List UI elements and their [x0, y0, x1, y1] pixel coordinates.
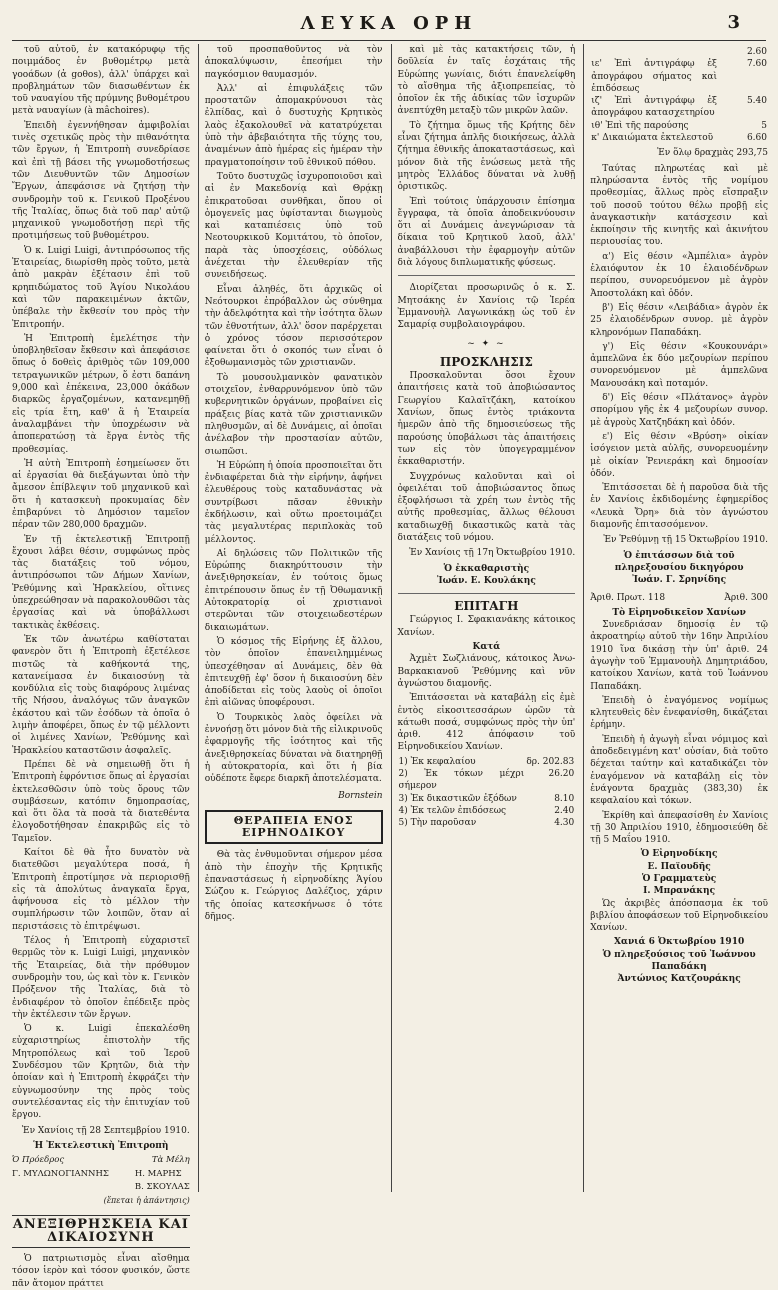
amount-label: 2) Ἐκ τόκων μέχρι σήμερον: [398, 769, 525, 792]
court-paragraph: Ἐπειδὴ ὁ ἐναγόμενος νομίμως κλητευθεὶς δὲν ἐνεφανίσθη, δικάζεται ἐρήμην.: [590, 695, 768, 731]
column-4: [583, 44, 768, 1192]
sig-right-name-2: Β. ΣΚΟΥΛΑΣ: [134, 1181, 190, 1192]
fee-label: ιε' Ἐπὶ ἀντιγράφῳ ἐξ ἀπογράφου σήματος καὶ ἐπιδόσεως: [591, 59, 717, 94]
record-protocol: Ἀριθ. Πρωτ. 118: [590, 593, 666, 604]
notice-paragraph: Γεώργιος Ι. Σφακιανάκης κάτοικος Χανίων.: [397, 615, 576, 638]
article-paragraph: τοῦ αὐτοῦ, ἐν κατακόρυφῳ τῆς ποιμμάδος ἐν βυθομέτρῳ μετὰ γοοάδων (ἀ gοθοs), ἀλλ' ὑπάρχει καὶ προβλημάτων τῶν διασωθέντων ἐκ τοῦ ναυαγίου τῆς πρύμνης βυθομέτρου μετὰ ναυαγίων (à mâchoires).: [12, 45, 190, 117]
article-paragraph: Ἡ Εὐρώπη ἡ ὁποία προσποιεῖται ὅτι ἐνδιαφέρεται διὰ τὴν εἰρήνην, ἀφήνει ἐλευθέρους τοὺς καταδυνάστας νὰ συντρίβωσι πᾶσαν ἐθνικὴν ἐκδήλωσιν, καὶ οὕτω προετοιμάζει τὰς μεγαλυτέρας περιπλοκὰς τοῦ μέλλοντος.: [204, 460, 383, 545]
article-paragraph: Ὁ πατριωτισμὸς εἶναι αἴσθημα τόσον ἱερὸν καὶ τόσον φυσικόν, ὥστε πᾶν ἄτομον πράττει: [12, 1253, 190, 1289]
amount-value: δρ. 202.83: [526, 756, 575, 767]
column-1: [12, 44, 190, 1289]
fee-value: 7.60: [746, 59, 767, 70]
sig-left-role: Ὁ Πρόεδρος: [12, 1155, 65, 1166]
page-number: 3: [727, 12, 740, 33]
article-paragraph: Ὁ κόσμος τῆς Εἰρήνης ἐξ ἄλλου, τὸν ὁποῖον ἐπανειλημμένως ὑπεσχέθησαν αἱ Δυνάμεις, δὲν θὰ ἐπιτευχθῇ ἐφ' ὅσον ἡ δικαιοσύνη δὲν ἀποδίδεται εἰς τοὺς λαοὺς οἱ ὁποῖοι ἐπὶ αἰῶνας ὑποφέρουσι.: [204, 636, 383, 709]
judge-name: Ε. Παϊουδῆς: [647, 861, 711, 872]
fees-table: [590, 46, 768, 144]
signature-names: [12, 1168, 190, 1193]
judge-role: Ὁ Εἰρηνοδίκης: [640, 849, 718, 860]
court-date: Χανιά 6 Ὀκτωβρίου 1910: [614, 937, 745, 948]
amount-row: [398, 756, 576, 768]
fee-label: [590, 46, 718, 58]
amount-row: [398, 805, 576, 817]
amount-row: [398, 793, 576, 805]
article-paragraph: Ὁ Τουρκικὸς λαὸς ὀφείλει νὰ ἐννοήσῃ ὅτι μόνον διὰ τῆς εἰλικρινοῦς ἐφαρμογῆς τῆς ἰσότητος καὶ τῆς ἀνεξιθρησκείας δύναται νὰ διατηρηθῇ ἡ αὐτοκρατορία, καὶ ὅτι ἡ βία οὐδέποτε ἔφερε διαρκῆ ἀποτελέσματα.: [204, 712, 383, 785]
court-paragraph: Ἐπειδὴ ἡ ἀγωγὴ εἶναι νόμιμος καὶ ἀποδεδειγμένη κατ' οὐσίαν, διὰ τοῦτο δέχεται ταύτην καὶ καταδικάζει τὸν ἐναγόμενον νὰ καταβάλῃ εἰς τὸν ἐνάγοντα δραχμὰς (383,30) ἐκ κεφαλαίου καὶ τόκων.: [590, 734, 768, 807]
amount-value: 8.10: [554, 793, 575, 804]
amount-value: 26.20: [548, 769, 575, 780]
article-paragraph: Αἱ δηλώσεις τῶν Πολιτικῶν τῆς Εὐρώπης διακηρύττουσιν τὴν ἀνεξιθρησκείαν, ἐν τούτοις ὅμως ἐπιτρέπουσιν ὅπως ἐν τῇ Ὀθωμανικῇ Αὐτοκρατορίᾳ οἱ χριστιανοὶ στερῶνται τῶν στοιχειωδεστέρων δικαιωμάτων.: [204, 548, 383, 633]
article-paragraph: Τέλος ἡ Ἐπιτροπὴ εὐχαριστεῖ θερμῶς τὸν κ. Luigi Luigi, μηχανικὸν τῆς Ἐταιρείας, διὰ τὴν πρόθυμον συνδρομὴν του, ὡς καὶ τὸν κ. Γενικὸν Πρόξενον τῆς Ἰταλίας, διὰ τὸ ἐνδιαφέρον τὸ ὁποῖον ἐπέδειξε πρὸς τὴν ἐκτέλεσιν τῶν ἔργων.: [12, 936, 190, 1020]
amount-value: 4.30: [554, 818, 575, 829]
article-paragraph: Ὁ κ. Luigi ἐπεκαλέσθη εὐχαριστηρίως ἐπιστολὴν τῆς Μητροπόλεως καὶ τοῦ Ἱεροῦ Συνδέσμου τῶν Κρητῶν, διὰ τὴν ὁποίαν καὶ ἡ Ἐπιτροπὴ ἐκφράζει τὴν εὐγνωμοσύνην της πρὸς τοὺς συντελέσαντας εἰς τὴν ἐπιτυχίαν τοῦ ἔργου.: [12, 1024, 190, 1121]
fee-row: [590, 132, 768, 144]
article-paragraph: Πρέπει δὲ νὰ σημειωθῇ ὅτι ἡ Ἐπιτροπὴ ἐφρόντισε ὅπως αἱ ἐργασίαι ἐκτελεσθῶσιν ὑπὸ τοὺς ὅρους τῶν συμβάσεων, κατόπιν δημοπρασίας, καὶ ὅτι ὅλα τὰ ποσὰ τὰ διατεθέντα ἐλογοδοτήθησαν ἐπακριβῶς εἰς τὸ Ταμεῖον.: [12, 759, 190, 844]
record-number: Ἀριθ. 300: [724, 593, 768, 604]
fee-value: 5: [761, 120, 767, 131]
continued-note: (ἕπεται ἡ ἀπάντησις): [103, 1196, 190, 1206]
attorney-role: Ὁ πληρεξούσιος τοῦ Ἰωάννου Παπαδάκη: [602, 949, 756, 973]
notice-paragraph: Ἀχμὲτ Σωζλιάνους, κάτοικος Ἀνω-Βαρκακιανοῦ Ῥεθύμνης καὶ νῦν ἀγνώστου διαμονῆς.: [397, 654, 576, 689]
article-paragraph: τοῦ προσπαθοῦντος νὰ τὸν ἀποκαλύψωσιν, ἐπεσήμει τὴν παγκόσμιον θαυμασμόν.: [204, 45, 383, 80]
notice-paragraph: δ') Εἰς θέσιν «Πλάτανος» ἀγρὸν σπορίμου γῆς ἐκ 4 μεζουρίων συνορ. μὲ ἀγροὺς Χατζηδάκη καὶ ὁδόν.: [590, 393, 768, 428]
amount-label: 1) Ἐκ κεφαλαίου: [398, 756, 476, 767]
signature-roles: [12, 1154, 190, 1166]
ornament-divider: ~ ✦ ~: [467, 338, 506, 349]
article-paragraph: Τοῦτο δυστυχῶς ἰσχυροποιοῦσι καὶ αἱ ἐν Μακεδονίᾳ καὶ Θρᾴκῃ ἐπικρατοῦσαι συνθῆκαι, ὅπου οἱ ὁμογενεῖς μας ὑφίστανται διωγμοὺς καὶ καταπιέσεις ὑπὸ τοῦ Νεοτουρκικοῦ Κομιτάτου, τὸ ὁποῖον, παρὰ τὰς ὑποσχέσεις, οὐδόλως ἀνέχεται τὴν ἐλευθερίαν τῆς συνειδήσεως.: [204, 171, 383, 281]
sig-right-names: [135, 1168, 190, 1193]
fee-value: 6.60: [746, 133, 767, 144]
fee-value: 5.40: [746, 96, 767, 107]
court-paragraph: Ὡς ἀκριβὲς ἀπόσπασμα ἐκ τοῦ βιβλίου ἀποφάσεων τοῦ Εἰρηνοδικείου Χανίων.: [590, 898, 768, 934]
notice-sign-name: Ἰωάν. Γ. Σρηνίδης: [632, 575, 727, 586]
sig-right-role: Τὰ Μέλη: [151, 1155, 190, 1166]
amount-value: 2.40: [554, 805, 575, 816]
section-title: ΑΝΕΞΙΘΡΗΣΚΕΙΑ ΚΑΙ ΔΙΚΑΙΟΣΥΝΗ: [12, 1215, 190, 1248]
section-title: ΕΠΙΤΑΓΗ: [454, 599, 519, 614]
amount-row: [398, 817, 576, 829]
fee-row: [590, 120, 768, 132]
article-paragraph: Ἀλλ' αἱ ἐπιφυλάξεις τῶν προστατῶν ἀπομακρύνουσι τὰς ἐλπίδας, καὶ ὁ δυστυχὴς Κρητικὸς λαὸς ἐξακολουθεῖ νὰ κατατρύχεται ὑπὸ τὴν ἀβεβαιότητα τῆς τύχης του, ἀναμένων ἀπὸ ἡμέρας εἰς ἡμέραν τὴν πραγματοποίησιν τοῦ ἐθνικοῦ πόθου.: [204, 83, 383, 168]
section-title: ΠΡΟΣΚΛΗΣΙΣ: [439, 354, 533, 369]
article-paragraph: Εἶναι ἀληθές, ὅτι ἀρχικῶς οἱ Νεότουρκοι ἐπρόβαλλον ὡς σύνθημα τὴν ἀδελφότητα καὶ τὴν ἰσότητα ὅλων τῶν ἐθνοτήτων, ἀλλ' ὅσον παρέρχεται ὁ χρόνος τόσον περισσότερον φαίνεται ὅτι ὁ σκοπός των εἶναι ὁ ἐξοθωμανισμὸς τῶν χριστιανῶν.: [204, 284, 383, 369]
divider: [398, 593, 576, 594]
article-paragraph: Ἐπειδὴ ἐγεννήθησαν ἀμφιβολίαι τινὲς σχετικῶς πρὸς τὴν πιθανότητα τῶν ἔργων, ἡ Ἐπιτροπὴ συνεδρίασε καὶ ἐπὶ τῇ βάσει τῆς γνωμοδοτήσεως τῶν Διευθυντῶν τῶν Δημοσίων Ἔργων, ἀπεφάσισε νὰ ζητήσῃ τὴν συνδρομὴν τοῦ κ. Γενικοῦ Προξένου τῆς Ἰταλίας, ὅπως διὰ τοῦ παρ' αὐτῷ μηχανικοῦ γνωμοδοτήσῃ περὶ τῆς προτιμήσεως τοῦ βυθομέτρου.: [12, 120, 190, 242]
article-paragraph: καὶ μὲ τὰς κατακτήσεις τῶν, ἡ δοῦλεία ἐν ταῖς ἐσχάταις τῆς Εὐρώπης γωνίαις, διότι ἐπανελείφθη τὸ αἴσθημα τῆς ἀξιοπρεπείας, τὸ ὁποῖον ἐκ τῆς ἀδικίας τῶν ἰσχυρῶν ἀνεπτύχθη μεταξὺ τῶν μικρῶν λαῶν.: [397, 45, 576, 117]
fee-value: 2.60: [746, 47, 767, 57]
notice-paragraph: Προσκαλοῦνται ὅσοι ἔχουν ἀπαιτήσεις κατὰ τοῦ ἀποβιώσαντος Γεωργίου Καλαϊτζάκη, κατοίκου Χανίων, ὅπως ἐντὸς τριάκοντα ἡμερῶν ἀπὸ τῆς δημοσιεύσεως τῆς παρούσης ὑποβάλωσι τὰς ἀπαιτήσεις των εἰς τὸν ὑπογεγραμμένον ἐκκαθαριστήν.: [397, 371, 576, 468]
attorney-name: Ἀντώνιος Κατζουράκης: [617, 974, 741, 985]
article-paragraph: Τὸ ζήτημα ὅμως τῆς Κρήτης δὲν εἶναι ζήτημα ἀπλῆς διοικήσεως, ἀλλὰ ζήτημα ἐθνικῆς ἀποκαταστάσεως, καὶ μόνον διὰ τῆς ἑνώσεως μετὰ τῆς μητρὸς Ἑλλάδος δύναται νὰ λυθῇ ὁριστικῶς.: [397, 120, 576, 193]
columns: [12, 44, 768, 1289]
sig-right-name-1: Η. ΜΑΡΗΣ: [134, 1169, 182, 1180]
article-author: Bornstein: [338, 790, 383, 801]
fee-row: [590, 58, 768, 95]
article-paragraph: Ἐν τῇ ἐκτελεστικῇ Ἐπιτροπῇ ἔχουσι λάβει θέσιν, συμφώνως πρὸς τὰς διατάξεις τοῦ νόμου, ἀντιπρόσωποι τῶν Δήμων Χανίων, Ῥεθύμνης καὶ Ἡρακλείου, οἵτινες ὑπεχρεώθησαν νὰ παρακολουθῶσι τὰς ἐργασίας καὶ νὰ ὑποβάλλωσι τακτικὰς ἐκθέσεις.: [12, 534, 190, 631]
article-paragraph: Ἡ αὐτὴ Ἐπιτροπὴ ἐσημείωσεν ὅτι αἱ ἐργασίαι θὰ διεξάγωνται ὑπὸ τὴν ἄμεσον ἐπίβλεψιν τοῦ μηχανικοῦ καὶ ὅτι ἡ κατασκευὴ προκυμαίας δὲν ἐπιβαρύνει τὸ Δημόσιον ταμεῖον πέραν τῶν 280,000 δραχμῶν.: [12, 458, 190, 531]
article-paragraph: Ἡ Ἐπιτροπὴ ἐμελέτησε τὴν ὑποβληθεῖσαν ἔκθεσιν καὶ ἀπεφάσισε ὅπως ὁ δοθεὶς ἀριθμὸς τῶν 109,000 τετραγωνικῶν μέτρων, ὅ ἐστι δαπάνη 9,000 καὶ ἐπέκεινα, 23,000 ὀκάδων διαρκῶς ἐργαζομένων, κατανεμηθῇ εἰς τρία ἔτη, καθ' ἃ ἡ Ἑταιρεία ἀναλαμβάνει τὴν ὑποχρέωσιν νὰ ἀποπερατώσῃ τὰ ἔργα ἐντὸς τῆς προθεσμίας.: [12, 333, 190, 455]
fee-row: [590, 95, 768, 120]
notice-sign-name: Ἰωάν. Ε. Κουλάκης: [436, 575, 536, 586]
fee-label: ιθ' Ἐπὶ τῆς παρούσης: [591, 120, 689, 131]
record-numbers: [590, 592, 768, 604]
court-paragraph: Συνεδριάσαν δημοσίᾳ ἐν τῷ ἀκροατηρίῳ αὐτοῦ τὴν 16ην Ἀπριλίου 1910 ἵνα δικάσῃ τὴν ὑπ' ἀριθ. 24 ἀγωγὴν τοῦ Ἐμμανουὴλ Δημητριάδου, κατοίκου Χανίων, κατὰ τοῦ Ἰωάννου Παπαδάκη.: [590, 620, 768, 692]
amount-label: 4) Ἐκ τελῶν ἐπιδόσεως: [398, 805, 507, 816]
column-3: [391, 44, 576, 1192]
notice-paragraph: α') Εἰς θέσιν «Ἀμπέλια» ἀγρὸν ἐλαιόφυτον ἐκ 10 ἐλαιοδένδρων περίπου, συνορευόμενον μὲ ἀγρὸν Ἀποστολάκη καὶ ὁδόν.: [590, 251, 768, 299]
article-paragraph: Ἐκ τῶν ἀνωτέρω καθίσταται φανερὸν ὅτι ἡ Ἐπιτροπὴ ἐξετέλεσε πιστῶς τὰ καθήκοντά της, κατανείμασα ἐν δικαιοσύνῃ τὰ κονδύλια εἰς τοὺς διαφόρους λιμένας τῆς Νήσου, ἀναλόγως τῶν ἀναγκῶν ἑκάστου καὶ τῶν ἐσόδων τὰ ὁποῖα ὁ λιμὴν ἀποφέρει, ὅπως ἐν τῷ μέλλοντι οἱ λιμένες Χανίων, Ῥεθύμνης καὶ Ἡρακλείου καταστῶσιν ἀσφαλεῖς.: [12, 634, 190, 756]
notice-paragraph: Συγχρόνως καλοῦνται καὶ οἱ ὀφειλέται τοῦ ἀποβιώσαντος ὅπως ἐξοφλήσωσι τὰ χρέη των ἐντὸς τῆς αὐτῆς προθεσμίας, ἄλλως θέλουσι καταδιωχθῇ δικαστικῶς κατὰ τὰς διατάξεις τοῦ νόμου.: [397, 471, 576, 543]
notice-against: Κατά: [472, 642, 501, 653]
masthead: [12, 10, 766, 41]
fee-label: ιζ' Ἐπὶ ἀντιγράφῳ ἐξ ἀπογράφου κατασχετηρίου: [591, 96, 717, 119]
notice-sign-role: Ὁ ἐκκαθαριστὴς: [443, 563, 530, 574]
notice-paragraph: γ') Εἰς θέσιν «Κουκουνάρι» ἀμπελῶνα ἐκ δύο μεζουρίων περίπου συνορευόμενον μὲ ἀμπελῶνα Μανουσάκη καὶ ποταμόν.: [590, 341, 768, 389]
clerk-name: Ι. Μπρανάκης: [643, 886, 716, 897]
court-paragraph: Ἐκρίθη καὶ ἀπεφασίσθη ἐν Χανίοις τῇ 30 Ἀπριλίου 1910, ἐδημοσιεύθη δὲ τῇ 5 Μαΐου 1910.: [590, 810, 768, 846]
article-paragraph: Ὁ κ. Luigi Luigi, ἀντιπρόσωπος τῆς Ἐταιρείας, διωρίσθη πρὸς τοῦτο, μετὰ ἀπὸ μακρὰν ἐξέτασιν ἐπὶ τοῦ κρηπιδώματος τοῦ Ἁγίου Νικολάου καὶ τῶν παρακειμένων ἀκτῶν, ὑπέβαλε τὴν ἔκθεσίν του πρὸς τὴν Ἐπιτροπήν.: [12, 245, 190, 330]
clerk-role: Ὁ Γραμματεὺς: [642, 874, 717, 884]
amount-label: 5) Τὴν παροῦσαν: [398, 818, 477, 829]
court-title: Τὸ Εἰρηνοδικεῖον Χανίων: [612, 607, 746, 618]
newspaper-title: ΛΕΥΚΑ ΟΡΗ: [300, 13, 478, 34]
sig-left-name: Γ. ΜΥΛΩΝΟΓΙΑΝΝΗΣ: [12, 1169, 109, 1180]
signature-title: Ἡ Ἐκτελεστικὴ Ἐπιτροπὴ: [33, 1140, 169, 1151]
notice-paragraph: Ἐπιτάσσεται νὰ καταβάλῃ εἰς ἐμὲ ἐντὸς εἰκοσιτεσσάρων ὡρῶν τὰ κάτωθι ποσά, συμφώνως πρὸς τὴν ὑπ' ἀριθ. 412 ἀπόφασιν τοῦ Εἰρηνοδικείου Χανίων.: [397, 693, 576, 753]
notice-paragraph: Διορίζεται προσωρινῶς ὁ κ. Σ. Μητσάκης ἐν Χανίοις τῷ Ἱερέα Ἐμμανουὴλ Λαγωνικάκῃ ὡς τοῦ ἐν Σαμαρίᾳ συμβολαιογράφου.: [397, 283, 576, 331]
notice-sign-role: Ὁ ἐπιτάσσων διὰ τοῦ πληρεξουσίου δικηγόρου: [614, 550, 744, 573]
fee-label: κ' Δικαιώματα ἐκτελεστοῦ: [591, 133, 714, 144]
amount-label: 3) Ἐκ δικαστικῶν ἐξόδων: [398, 793, 517, 804]
notice-date: Ἐν Χανίοις τῇ 17η Ὀκτωβρίου 1910.: [409, 548, 576, 559]
article-paragraph: Καίτοι δὲ θὰ ἦτο δυνατὸν νὰ διατεθῶσι μεγαλύτερα ποσά, ἡ Ἐπιτροπὴ ἐπροτίμησε νὰ περιορισθῇ εἰς τὰ ἀπολύτως ἀναγκαῖα ἔργα, ἀφήνουσα εἰς τὸ μέλλον τὴν συμπλήρωσιν τῶν λοιπῶν, ὅταν αἱ περιστάσεις τὸ ἐπιτρέψωσι.: [12, 848, 190, 932]
amounts-table: [398, 756, 576, 830]
fees-total: Ἐν ὅλῳ δραχμὰς 293,75: [657, 148, 768, 159]
fee-row: [590, 46, 768, 58]
article-paragraph: Θὰ τὰς ἐνθυμοῦνται σήμερον μέσα ἀπὸ τὴν ἐποχὴν τῆς Κρητικῆς ἐπαναστάσεως ἡ εἰρηνοδίκης Ἁγίου Σώζου κ. Γεώργιος Δαλέζιος, χάριν τῆς ὁποίας κατεσκήνωσε ὁ τότε δῆμος.: [204, 850, 383, 922]
column-2: [198, 44, 383, 1192]
amount-row: [398, 768, 576, 793]
notice-paragraph: β') Εἰς θέσιν «Λειβάδια» ἀγρὸν ἐκ 25 ἐλαιοδένδρων συνορ. μὲ ἀγρὸν κληρονόμων Παπαδάκη.: [590, 302, 768, 338]
notice-paragraph: Ταύτας πληρωτέας καὶ μὲ πληρώσαντα ἐντὸς τῆς νομίμου προθεσμίας, ἄλλως πρὸς εἴσπραξιν τοῦ ποσοῦ τούτου θέλω προβῇ εἰς ἀναγκαστικὴν κατάσχεσιν καὶ ἐκποίησιν τῆς κινητῆς καὶ ἀκινήτου περιουσίας του.: [590, 163, 768, 248]
divider: [398, 275, 576, 276]
article-date: Ἐν Χανίοις τῇ 28 Σεπτεμβρίου 1910.: [21, 1125, 190, 1136]
notice-paragraph: ε') Εἰς θέσιν «Βρύση» οἰκίαν ἰσόγειον μετὰ αὐλῆς, συνορευομένην μὲ οἰκίαν Ῥενιεράκη καὶ δημοσίαν ὁδόν.: [590, 431, 768, 479]
notice-date: Ἐν Ῥεθύμνῃ τῇ 15 Ὀκτωβρίου 1910.: [603, 535, 768, 546]
section-title: ΘΕΡΑΠΕΙΑ ΕΝΟΣ ΕΙΡΗΝΟΔΙΚΟΥ: [205, 810, 383, 845]
article-paragraph: Ἐπὶ τούτοις ὑπάρχουσιν ἐπίσημα ἔγγραφα, τὰ ὁποῖα ἀποδεικνύουσιν ὅτι αἱ Δυνάμεις ἀνεγνώρισαν τὰ δίκαια τοῦ Κρητικοῦ λαοῦ, ἀλλ' ἀναβάλλουσι τὴν ἐφαρμογὴν αὐτῶν διὰ λόγους διπλωματικῆς φύσεως.: [397, 196, 576, 269]
notice-paragraph: Ἐπιτάσσεται δὲ ἡ παροῦσα διὰ τῆς ἐν Χανίοις ἐκδιδομένης ἐφημερίδος «Λευκὰ Ὄρη» διὰ τὸν ἀγνώστου διαμονῆς ἐπιτασσόμενον.: [590, 483, 768, 530]
article-paragraph: Τὸ μουσουλμανικὸν φανατικὸν στοιχεῖον, ἐνθαρρυνόμενον ὑπὸ τῶν κυβερνητικῶν ὀργάνων, προβαίνει εἰς πράξεις βίας κατὰ τῶν χριστιανικῶν πληθυσμῶν, αἱ δὲ Δυνάμεις, αἱ ὁποῖαι ἀνέλαβον τὴν προστασίαν αὐτῶν, σιωπῶσι.: [204, 372, 383, 457]
